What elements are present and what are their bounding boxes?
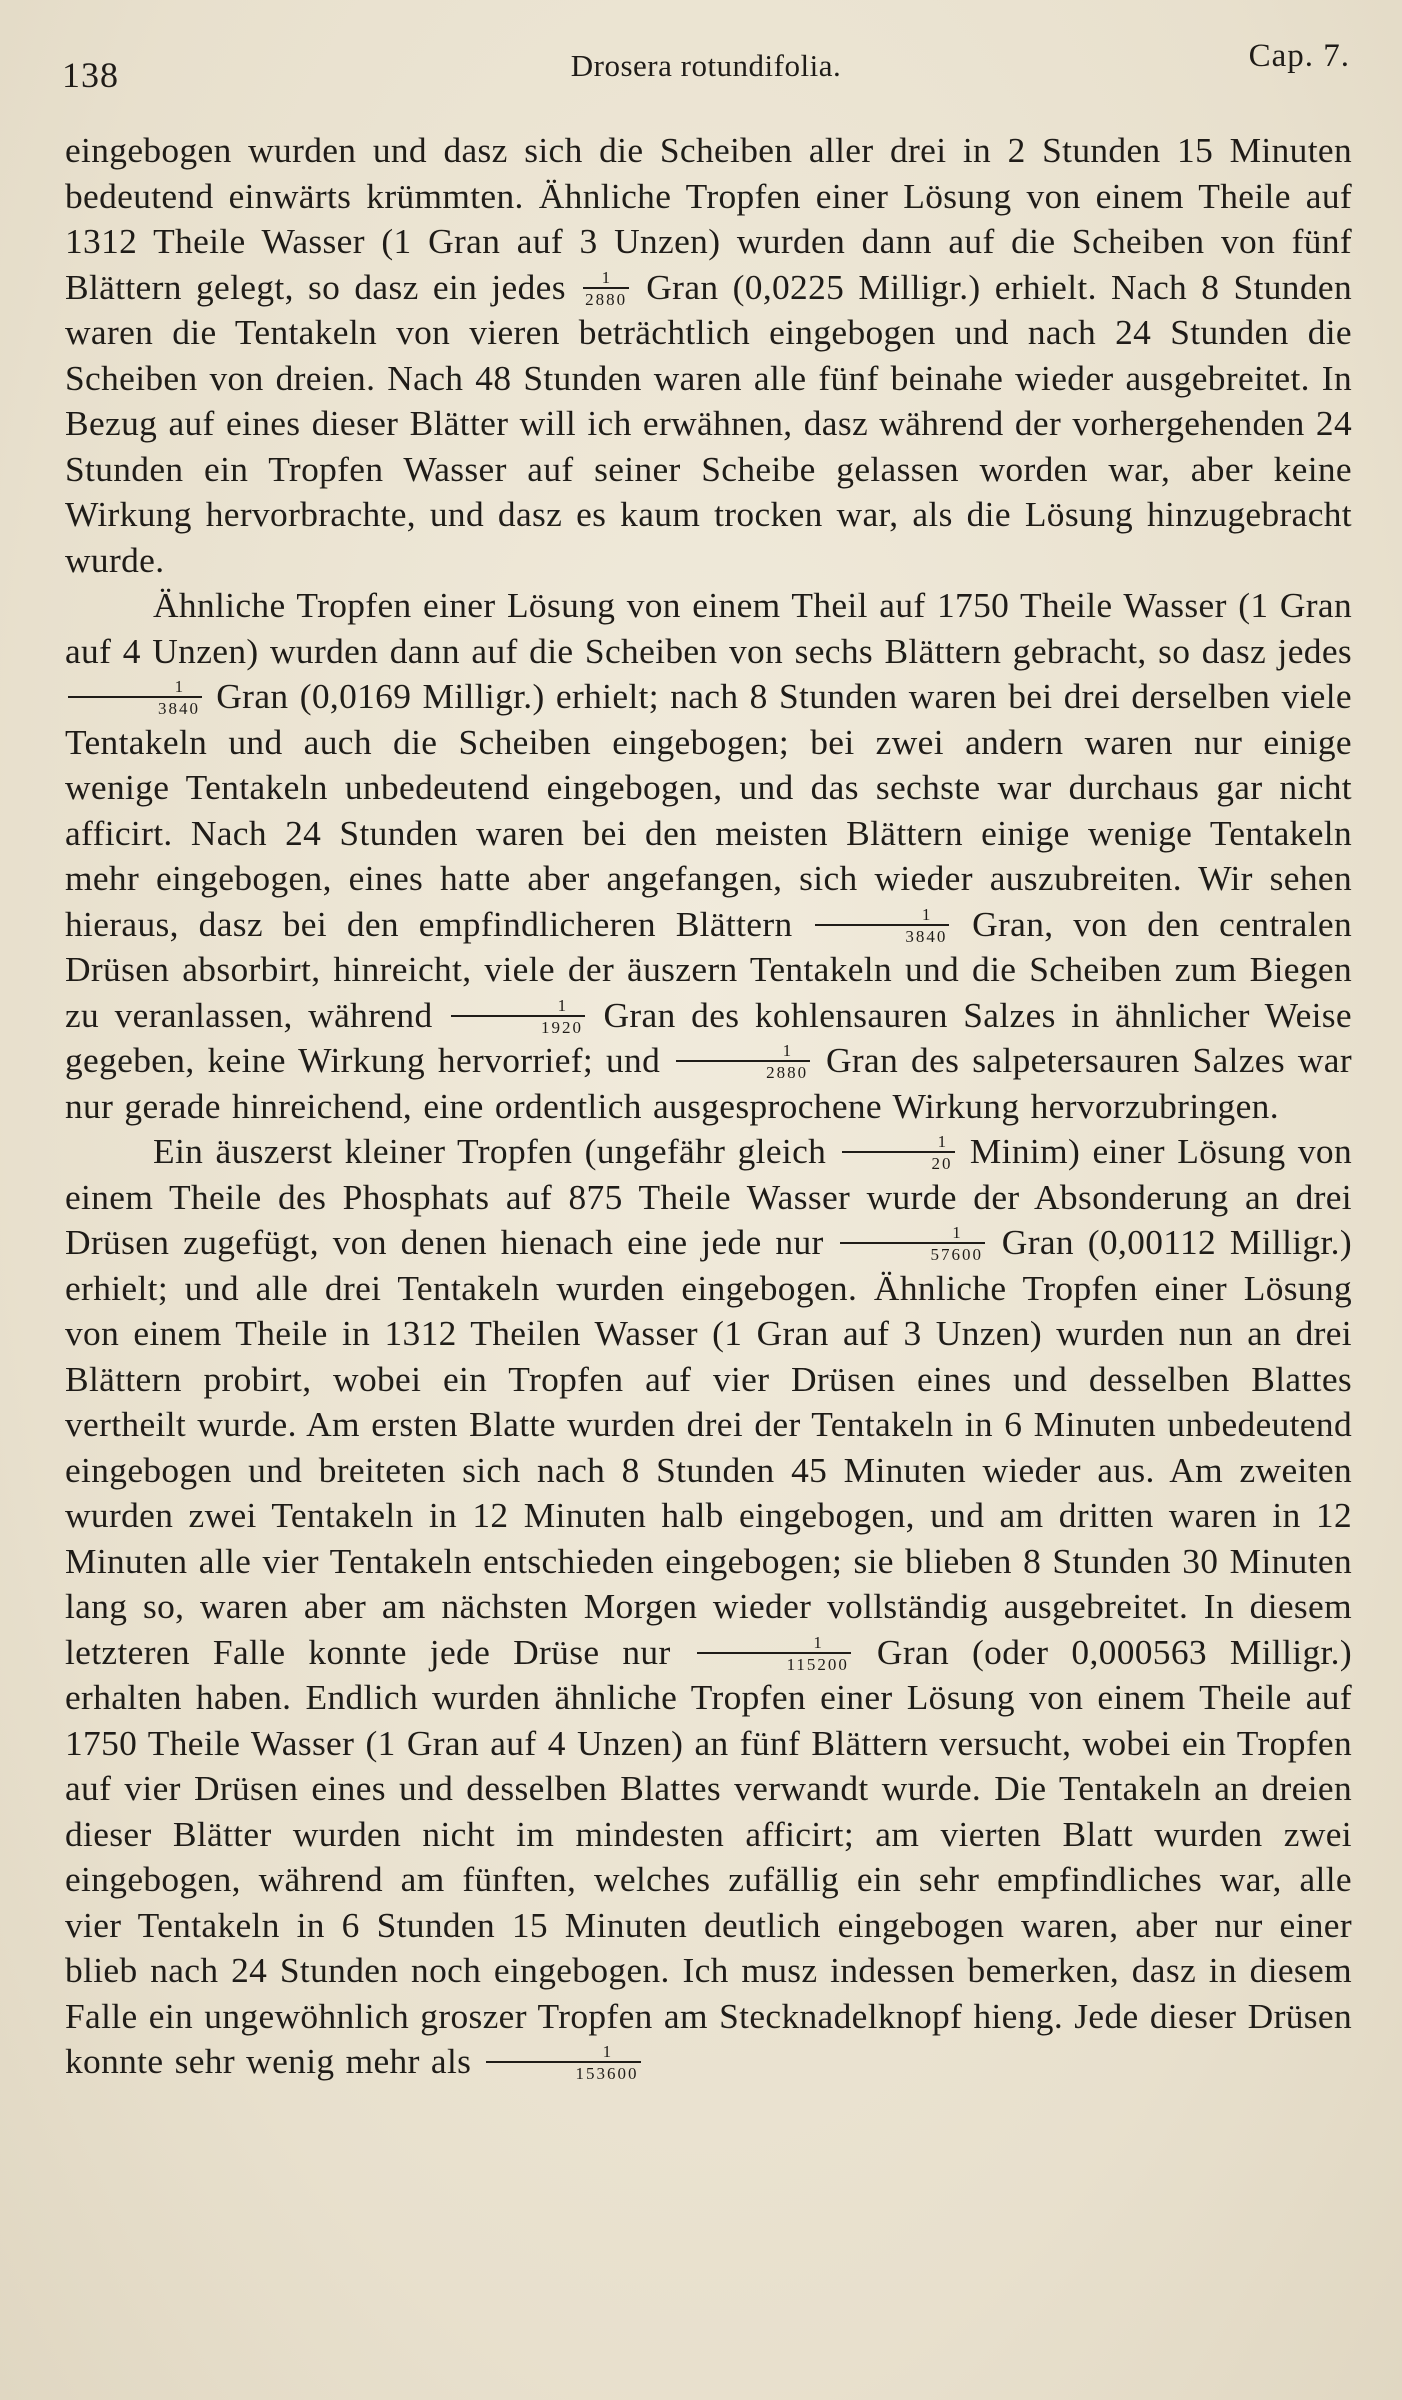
- fraction: [451, 997, 585, 1036]
- fraction-numerator: 1: [840, 1224, 985, 1244]
- fraction-denominator: 2880: [585, 289, 628, 309]
- fraction-denominator: 3840: [905, 926, 948, 946]
- fraction-denominator: 153600: [575, 2064, 639, 2083]
- fraction-numerator: 1: [815, 906, 949, 926]
- text-run: eingebogen wurden und dasz sich die Scheiben aller drei in 2 Stunden 15 Minuten bedeutend einwärts krümmten. Ähnliche Tropfen einer Lösung von einem Theile auf 1312 Theile Wasser (1 Gran auf 3 Unzen) wurden dann auf die Scheiben von fünf Blättern gelegt, so dasz ein jedes: [65, 130, 1352, 307]
- fraction: [697, 1634, 851, 1673]
- chapter-label: Cap. 7.: [1248, 38, 1350, 74]
- fraction-numerator: 1: [583, 269, 629, 289]
- fraction: [842, 1133, 955, 1172]
- fraction-denominator: 2880: [766, 1063, 809, 1082]
- fraction-denominator: 20: [931, 1154, 953, 1173]
- paragraph: [65, 583, 1352, 1129]
- page-number: 138: [62, 55, 119, 95]
- text-run: Ein äuszerst kleiner Tropfen (ungefähr gleich: [153, 1131, 839, 1171]
- text-run: Gran (0,0169 Milligr.) erhielt; nach 8 Stunden waren bei drei derselben viele Tentakeln und auch die Scheiben eingebogen; bei zwei andern waren nur einige wenige Tentakeln unbedeutend eingebogen, und das sechste war durchaus gar nicht afficirt. Nach 24 Stunden waren bei den meisten Blättern einige wenige Tentakeln mehr eingebogen, eines hatte aber angefangen, sich wieder auszubreiten. Wir sehen hieraus, dasz bei den empfindlicheren Blättern: [65, 676, 1352, 944]
- text-run: Ähnliche Tropfen einer Lösung von einem Theil auf 1750 Theile Wasser (1 Gran auf 4 Unzen) wurden dann auf die Scheiben von sechs Blättern gebracht, so dasz jedes: [65, 585, 1352, 671]
- text-run: Gran des salpetersauren Salzes war nur gerade hinreichend, eine ordentlich ausgesprochene Wirkung hervorzubringen.: [65, 1040, 1352, 1126]
- fraction-denominator: 57600: [930, 1245, 983, 1264]
- text-run: Gran, von den centralen Drüsen absorbirt, hinreicht, viele der äuszern Tentakeln und die Scheiben zum Biegen zu veranlassen, während: [65, 903, 1352, 1035]
- fraction-numerator: 1: [451, 997, 585, 1017]
- text-run: Gran des kohlensauren Salzes in ähnlicher Weise gegeben, keine Wirkung hervorrief; und: [65, 994, 1352, 1080]
- fraction-numerator: 1: [68, 678, 202, 698]
- text-run: Gran (0,00112 Milligr.) erhielt; und alle drei Tentakeln wurden eingebogen. Ähnliche Tropfen einer Lösung von einem Theile in 1312 Theilen Wasser (1 Gran auf 3 Unzen) wurden nun an drei Blättern probirt, wobei ein Tropfen auf vier Drüsen eines und desselben Blattes vertheilt wurde. Am ersten Blatte wurden drei der Tentakeln in 6 Minuten unbedeutend eingebogen und breiteten sich nach 8 Stunden 45 Minuten wieder aus. Am zweiten wurden zwei Tentakeln in 12 Minuten halb eingebogen, und am dritten waren in 12 Minuten alle vier Tentakeln entschieden eingebogen; sie blieben 8 Stunden 30 Minuten lang so, waren aber am nächsten Morgen wieder vollständig ausgebreitet. In diesem letzteren Falle konnte jede Drüse nur: [65, 1222, 1352, 1672]
- paragraph: [65, 128, 1352, 583]
- fraction: [840, 1224, 985, 1263]
- fraction: [583, 269, 629, 308]
- fraction-numerator: 1: [676, 1042, 810, 1062]
- body-text: [65, 128, 1352, 2085]
- running-header: [62, 38, 1350, 104]
- fraction-denominator: 3840: [158, 699, 200, 718]
- fraction-denominator: 115200: [786, 1654, 849, 1674]
- fraction-numerator: 1: [486, 2043, 641, 2063]
- running-title: Drosera rotundifolia.: [570, 48, 842, 83]
- fraction-denominator: 1920: [541, 1017, 584, 1037]
- fraction: [815, 906, 949, 945]
- text-run: Gran (oder 0,000563 Milligr.) erhalten haben. Endlich wurden ähnliche Tropfen einer Lösung von einem Theile auf 1750 Theile Wasser (1 Gran auf 4 Unzen) an fünf Blättern versucht, wobei ein Tropfen auf vier Drüsen eines und desselben Blattes verwandt wurde. Die Tentakeln an dreien dieser Blätter wurden nicht im mindesten afficirt; am vierten Blatt wurden zwei eingebogen, während am fünften, welches zufällig ein sehr empfindliches war, alle vier Tentakeln in 6 Stunden 15 Minuten deutlich eingebogen waren, aber nur einer blieb nach 24 Stunden noch eingebogen. Ich musz indessen bemerken, dasz in diesem Falle ein ungewöhnlich groszer Tropfen am Stecknadelknopf hieng. Jede dieser Drüsen konnte sehr wenig mehr als: [65, 1631, 1353, 2081]
- fraction: [68, 678, 202, 717]
- fraction: [486, 2043, 641, 2082]
- fraction: [676, 1042, 810, 1081]
- fraction-numerator: 1: [697, 1634, 851, 1654]
- fraction-numerator: 1: [842, 1133, 955, 1153]
- paragraph: [65, 1129, 1352, 2085]
- text-run: Gran (0,0225 Milligr.) erhielt. Nach 8 Stunden waren die Tentakeln von vieren beträchtlich eingebogen und nach 24 Stunden die Scheiben von dreien. Nach 48 Stunden waren alle fünf beinahe wieder ausgebreitet. In Bezug auf eines dieser Blätter will ich erwähnen, dasz während der vorhergehenden 24 Stunden ein Tropfen Wasser auf seiner Scheibe gelassen worden war, aber keine Wirkung hervorbrachte, und dasz es kaum trocken war, als die Lösung hinzugebracht wurde.: [65, 266, 1352, 580]
- text-run: Minim) einer Lösung von einem Theile des Phosphats auf 875 Theile Wasser wurde der Absonderung an drei Drüsen zugefügt, von denen hienach eine jede nur: [65, 1131, 1353, 1262]
